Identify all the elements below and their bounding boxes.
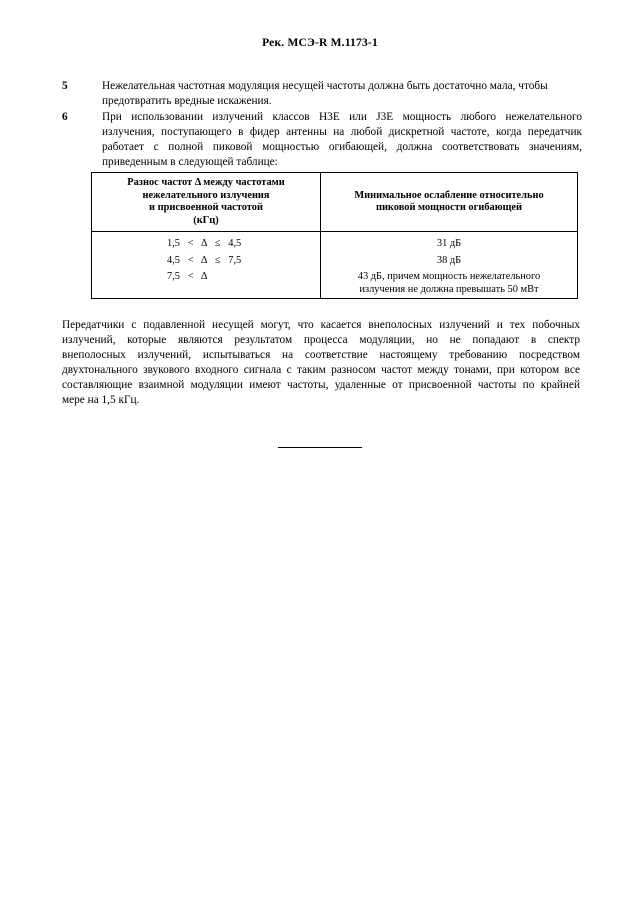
text-line: составляющие взаимной модуляции имеют частоты, удаленные от присвоенной частоты по крайней bbox=[62, 379, 580, 391]
condition-text: 1,5 < Δ ≤ 4,5 bbox=[167, 238, 242, 249]
text-line: предотвратить вредные искажения. bbox=[102, 95, 272, 107]
condition-text: 7,5 < Δ bbox=[167, 271, 208, 282]
text-line: работает с полной пиковой мощностью огибающей, должна соответствовать значениям, bbox=[102, 141, 582, 153]
value-text: 31 дБ bbox=[436, 238, 462, 249]
column-header-min-attenuation bbox=[321, 173, 578, 232]
header-line: и присвоенной частотой bbox=[149, 202, 263, 213]
table-row bbox=[92, 232, 578, 253]
text-line: внеполосных излучений, испытываться на соответствие настоящему требованию посредством bbox=[62, 349, 580, 361]
item-number: 6 bbox=[62, 111, 68, 123]
text-line: излучений, которые являются результатом процесса модуляции, но не попадают в спектр bbox=[62, 334, 580, 346]
text-line: Нежелательная частотная модуляция несущей частоты должна быть достаточно мала, чтобы bbox=[102, 80, 548, 92]
header-line: пиковой мощности огибающей bbox=[375, 202, 523, 213]
cell-condition bbox=[92, 232, 321, 253]
cell-value bbox=[321, 269, 578, 299]
header-line: Разнос частот Δ между частотами bbox=[127, 177, 285, 188]
table-row bbox=[92, 269, 578, 299]
list-item-5 bbox=[62, 79, 582, 109]
text-line: излучения, поступающего в фидер антенны на любой дискретной частоте, когда передатчик bbox=[102, 126, 582, 138]
header-line: нежелательного излучения bbox=[142, 189, 270, 201]
item-number: 5 bbox=[62, 80, 68, 92]
column-header-frequency-spacing bbox=[92, 173, 321, 232]
cell-condition bbox=[92, 269, 321, 299]
text-line: Передатчики с подавленной несущей могут, что касается внеполосных излучений и тех побочных bbox=[62, 319, 580, 331]
text-line: двухтонального звукового входного сигнала с таким разносом частот между тонами, при котором все bbox=[62, 364, 580, 376]
item-text bbox=[102, 110, 582, 170]
text-line: При использовании излучений классов H3E или J3E мощность любого нежелательного bbox=[102, 111, 582, 123]
table-row bbox=[92, 253, 578, 270]
cell-value bbox=[321, 232, 578, 253]
attenuation-table bbox=[91, 172, 578, 299]
item-text bbox=[102, 79, 582, 109]
cell-value bbox=[321, 253, 578, 270]
page-header: Рек. МСЭ-R M.1173-1 bbox=[262, 37, 378, 49]
text-line: приведенным в следующей таблице: bbox=[102, 156, 278, 168]
end-rule bbox=[278, 447, 362, 448]
header-line: Минимальное ослабление относительно bbox=[354, 189, 544, 201]
list-item-6 bbox=[62, 110, 582, 170]
value-text: излучения не должна превышать 50 мВт bbox=[359, 283, 539, 295]
value-text: 38 дБ bbox=[436, 254, 462, 266]
header-line: (кГц) bbox=[193, 214, 219, 226]
cell-condition bbox=[92, 253, 321, 270]
value-text: 43 дБ, причем мощность нежелательного bbox=[357, 271, 541, 282]
body-paragraph bbox=[62, 318, 580, 408]
table-header-row bbox=[92, 173, 578, 232]
text-line: мере на 1,5 кГц. bbox=[62, 394, 140, 406]
condition-text: 4,5 < Δ ≤ 7,5 bbox=[167, 254, 242, 266]
